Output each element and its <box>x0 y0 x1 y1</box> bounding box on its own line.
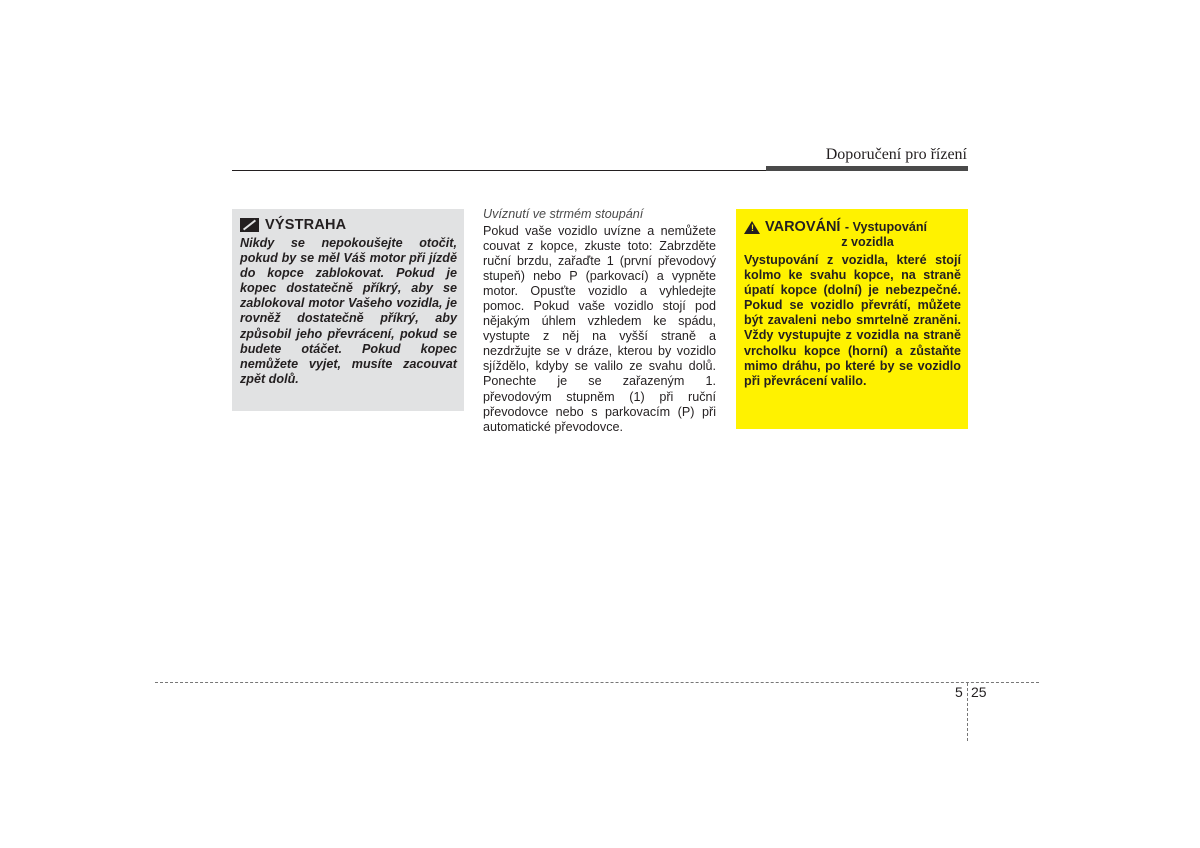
caution-subtitle: - Vystupování <box>844 220 928 234</box>
main-column <box>483 207 716 435</box>
warning-title: VÝSTRAHA <box>265 217 347 233</box>
header-rule-accent <box>766 166 968 171</box>
section-heading: Uvíznutí ve strmém stoupání <box>483 207 644 221</box>
caution-box <box>736 209 968 429</box>
warning-box <box>232 209 464 411</box>
page-number: 25 <box>971 684 987 700</box>
warning-triangle-icon: ! <box>744 221 760 234</box>
section-title: Doporučení pro řízení <box>825 146 967 163</box>
caution-title: VAROVÁNÍ <box>765 219 841 235</box>
warning-text: Nikdy se nepokoušejte otočit, pokud by se měl Váš motor při jízdě do kopce zablokovat. Pokud je kopec dostatečně příkrý, aby se zablokoval motor Vašeho vozidla, je rovněž dostatečně příkrý, aby způsobil jeho převrácení, pokud se budete otáčet. Pokud kopec nemůžete vyjet, musíte zacouvat zpět dolů. <box>240 236 457 386</box>
footer-rule <box>155 682 1039 683</box>
chapter-number: 5 <box>955 684 963 700</box>
warning-header <box>240 217 457 233</box>
caution-text: Vystupování z vozidla, které stojí kolmo ke svahu kopce, na straně úpatí kopce (dolní) je nebezpečné. Pokud se vozidlo převrátí, můžete být zavaleni nebo smrtelně zraněni. Vždy vystupujte z vozidla na straně vrcholku kopce (horní) a zůstaňte mimo dráhu, po které by se vozidlo při převrácení valilo. <box>744 253 961 388</box>
caution-subtitle-line-2: z vozidla <box>841 235 894 249</box>
caution-header <box>744 218 961 236</box>
warning-stripe-icon <box>240 218 259 232</box>
footer-divider <box>967 683 968 741</box>
body-text: Pokud vaše vozidlo uvízne a nemůžete couvat z kopce, zkuste toto: Zabrzděte ruční brzdu, zařaďte 1 (první převodový stupeň) nebo P (parkovací) a vypněte motor. Opusťte vozidlo a vyhledejte pomoc. Pokud vaše vozidlo stojí pod nějakým úhlem vzhledem ke spádu, vystupte z něj na vyšší straně a nezdržujte se v dráze, kterou by vozidlo sjíždělo, kdyby se valilo ze svahu dolů. Ponechte je se zařazeným 1. převodovým stupněm (1) při ruční převodovce nebo s parkovacím (P) při automatické převodovce. <box>483 223 716 434</box>
